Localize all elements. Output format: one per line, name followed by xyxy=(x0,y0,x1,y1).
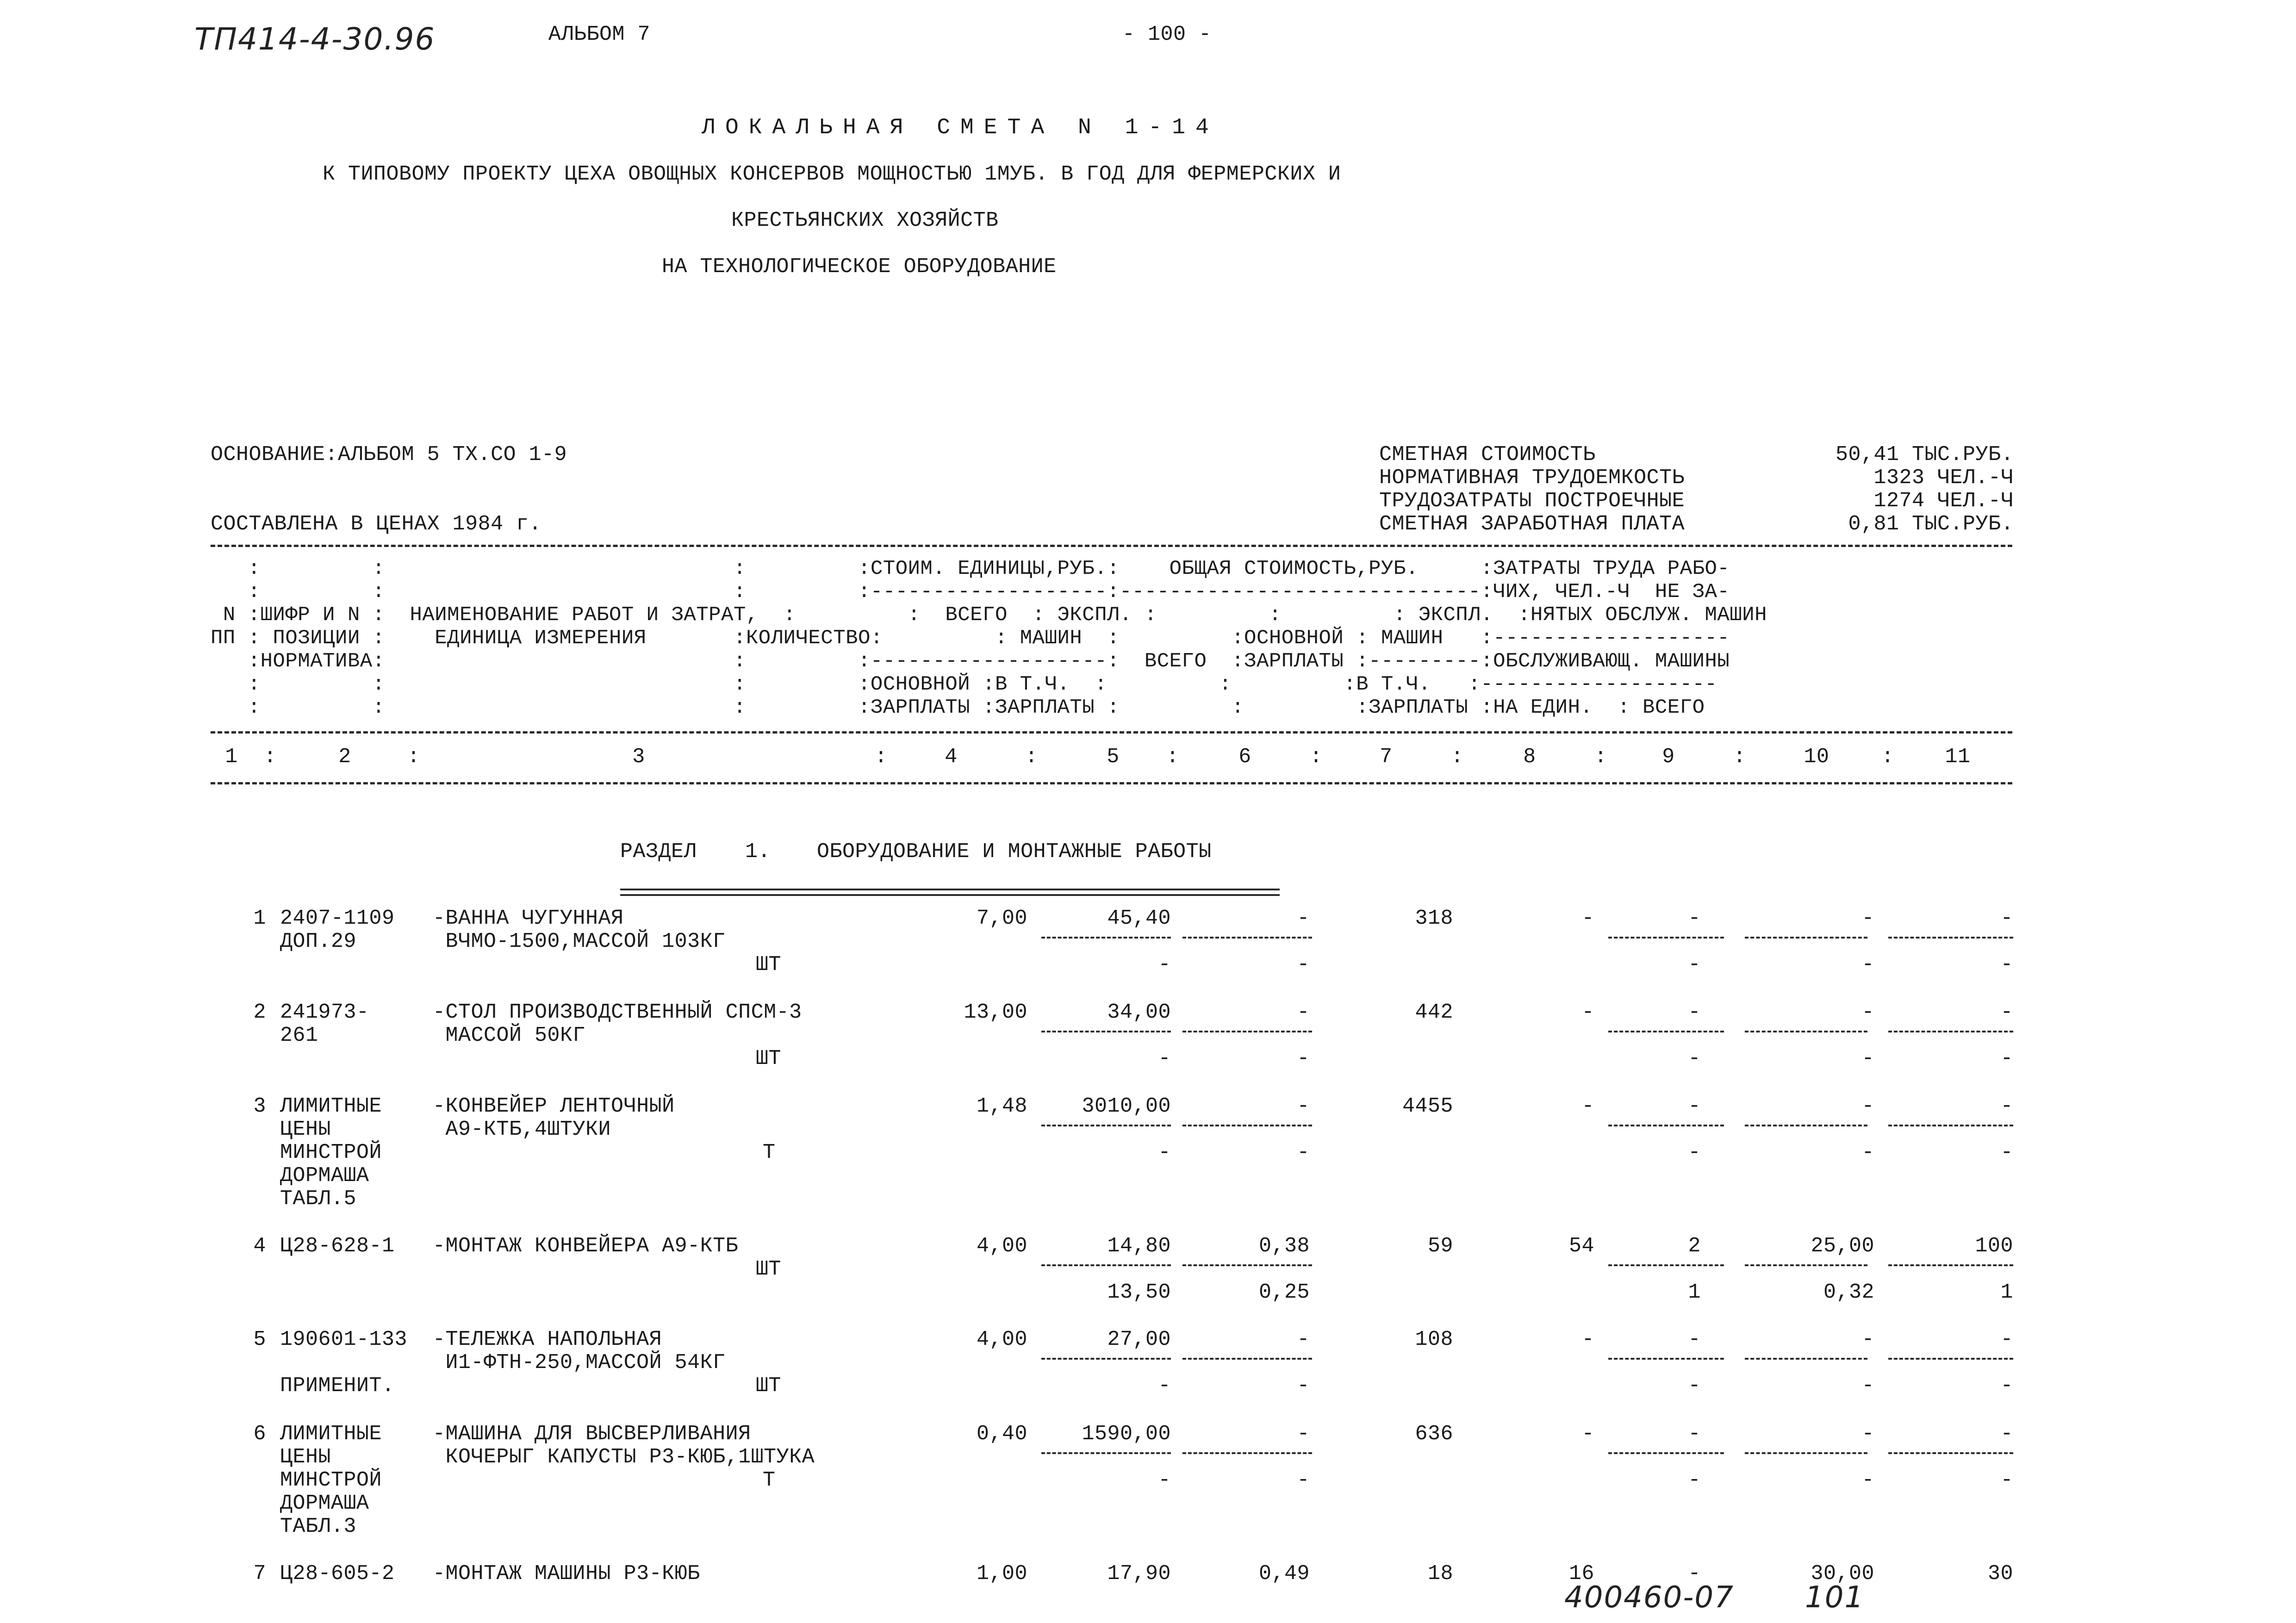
cell-divider xyxy=(1888,1264,2013,1266)
section-title: ОБОРУДОВАНИЕ И МОНТАЖНЫЕ РАБОТЫ xyxy=(817,840,1212,864)
cell-divider xyxy=(1745,937,1867,939)
row-code: ДОП.29 xyxy=(280,930,357,953)
unit-machine-wages: - xyxy=(1297,1468,1310,1492)
row-code: 261 xyxy=(280,1024,318,1047)
total-machines: - xyxy=(1688,1328,1701,1351)
row-code: 241973- xyxy=(280,1001,369,1024)
summary-label: СМЕТНАЯ СТОИМОСТЬ xyxy=(1379,443,1596,466)
row-code: ЛИМИТНЫЕ xyxy=(280,1422,382,1446)
summary-label: НОРМАТИВНАЯ ТРУДОЕМКОСТЬ xyxy=(1379,466,1685,490)
unit-machine-wages: - xyxy=(1297,1047,1310,1070)
unit-cost-machines: - xyxy=(1297,1422,1310,1446)
service-labor-total: - xyxy=(2000,1141,2013,1164)
total-base-wages: - xyxy=(1581,1094,1594,1118)
total-cost: 4455 xyxy=(1402,1094,1453,1118)
table-header-line: ПП : ПОЗИЦИИ : ЕДИНИЦА ИЗМЕРЕНИЯ :КОЛИЧЕСТВО: : МАШИН : :ОСНОВНОЙ : МАШИН :------------------- xyxy=(211,627,1730,650)
cell-divider xyxy=(1608,1452,1724,1454)
row-quantity: 1,48 xyxy=(976,1094,1027,1118)
row-number: 2 xyxy=(253,1001,266,1024)
column-separator: : xyxy=(1025,745,1038,769)
unit-cost-total: 1590,00 xyxy=(1082,1422,1171,1446)
machine-wages-total: - xyxy=(1688,953,1701,976)
row-quantity: 4,00 xyxy=(976,1234,1027,1258)
column-number: 7 xyxy=(1380,745,1393,769)
cell-divider xyxy=(1041,1452,1171,1454)
row-name: А9-КТБ,4ШТУКИ xyxy=(433,1118,611,1141)
column-separator: : xyxy=(1733,745,1746,769)
total-base-wages: - xyxy=(1581,1422,1594,1446)
service-labor-total: - xyxy=(2000,1468,2013,1492)
table-header-line: : : : :-------------------:-----------------------------:ЧИХ, ЧЕЛ.-Ч НЕ ЗА- xyxy=(211,580,1730,603)
service-labor-total: - xyxy=(2000,1374,2013,1398)
cell-divider xyxy=(1888,1125,2013,1126)
column-separator: : xyxy=(1310,745,1323,769)
row-code: ПРИМЕНИТ. xyxy=(280,1374,395,1398)
row-name: -СТОЛ ПРОИЗВОДСТВЕННЫЙ СПСМ-3 xyxy=(433,1001,802,1024)
estimate-title: ЛОКАЛЬНАЯ СМЕТА N 1-14 xyxy=(702,115,1219,140)
row-name: -КОНВЕЙЕР ЛЕНТОЧНЫЙ xyxy=(433,1094,675,1118)
cell-divider xyxy=(1041,1125,1171,1126)
cell-divider xyxy=(1888,1358,2013,1360)
column-separator: : xyxy=(1594,745,1607,769)
total-machines: - xyxy=(1688,1562,1701,1586)
total-base-wages: 16 xyxy=(1568,1562,1594,1586)
cell-divider xyxy=(1182,1125,1312,1126)
cell-divider xyxy=(1745,1452,1867,1454)
unit-base-wages: 13,50 xyxy=(1107,1281,1171,1304)
table-header-line: : : : :СТОИМ. ЕДИНИЦЫ,РУБ.: ОБЩАЯ СТОИМОСТЬ,РУБ. :ЗАТРАТЫ ТРУДА РАБО- xyxy=(211,557,1730,580)
table-header-line: :НОРМАТИВА: : :-------------------: ВСЕГО :ЗАРПЛАТЫ :---------:ОБСЛУЖИВАЮЩ. МАШИНЫ xyxy=(211,650,1730,673)
handwritten-stamp: 400460-07 xyxy=(1564,1580,1734,1615)
row-quantity: 7,00 xyxy=(976,907,1027,930)
column-separator: : xyxy=(1451,745,1464,769)
total-machines: - xyxy=(1688,907,1701,930)
column-number: 6 xyxy=(1238,745,1251,769)
total-machines: - xyxy=(1688,1094,1701,1118)
cell-divider xyxy=(1182,937,1312,939)
column-number: 10 xyxy=(1804,745,1829,769)
service-labor-per-unit: 0,32 xyxy=(1823,1281,1874,1304)
cell-divider xyxy=(1608,1125,1724,1126)
column-separator: : xyxy=(875,745,888,769)
column-number: 8 xyxy=(1523,745,1536,769)
total-base-wages: 54 xyxy=(1568,1234,1594,1258)
row-name: МАССОЙ 50КГ xyxy=(433,1024,586,1047)
unit-machine-wages: - xyxy=(1297,1374,1310,1398)
unit-machine-wages: - xyxy=(1297,953,1310,976)
unit-cost-total: 27,00 xyxy=(1107,1328,1171,1351)
labor-total: - xyxy=(2000,1422,2013,1446)
row-name: И1-ФТН-250,МАССОЙ 54КГ xyxy=(433,1351,726,1374)
column-number: 4 xyxy=(945,745,958,769)
unit-cost-machines: - xyxy=(1297,1001,1310,1024)
table-top-rule xyxy=(211,545,2012,547)
unit-base-wages: - xyxy=(1158,953,1171,976)
summary-value: 50,41 ТЫС.РУБ. xyxy=(1835,443,2014,466)
row-code: МИНСТРОЙ xyxy=(280,1468,382,1492)
table-header-line: N :ШИФР И N : НАИМЕНОВАНИЕ РАБОТ И ЗАТРАТ, : : ВСЕГО : ЭКСПЛ. : : : ЭКСПЛ. :НЯТЫХ ОБСЛУЖ. МАШИН xyxy=(211,603,1767,627)
row-name: КОЧЕРЫГ КАПУСТЫ Р3-КЮБ,1ШТУКА xyxy=(433,1445,815,1469)
total-machines: - xyxy=(1688,1001,1701,1024)
row-number: 3 xyxy=(253,1094,266,1118)
labor-total: - xyxy=(2000,1094,2013,1118)
cell-divider xyxy=(1888,1452,2013,1454)
row-quantity: 1,00 xyxy=(976,1562,1027,1586)
document-code: ТП414-4-30.96 xyxy=(194,21,436,57)
unit-cost-total: 14,80 xyxy=(1107,1234,1171,1258)
header-rule xyxy=(211,731,2012,734)
cell-divider xyxy=(1608,1031,1724,1032)
row-code: Ц28-628-1 xyxy=(280,1234,395,1258)
service-labor-total: 1 xyxy=(2000,1281,2013,1304)
cell-divider xyxy=(1745,1264,1867,1266)
unit-machine-wages: 0,25 xyxy=(1258,1281,1310,1304)
machine-wages-total: - xyxy=(1688,1047,1701,1070)
total-cost: 108 xyxy=(1415,1328,1453,1351)
cell-divider xyxy=(1041,937,1171,939)
total-base-wages: - xyxy=(1581,1328,1594,1351)
machine-wages-total: - xyxy=(1688,1141,1701,1164)
row-unit: Т xyxy=(763,1141,776,1164)
cell-divider xyxy=(1041,1358,1171,1360)
unit-cost-total: 34,00 xyxy=(1107,1001,1171,1024)
labor-per-unit: 25,00 xyxy=(1811,1234,1874,1258)
total-machines: - xyxy=(1688,1422,1701,1446)
row-unit: ШТ xyxy=(756,953,782,976)
table-header-line: : : : :ОСНОВНОЙ :В Т.Ч. : : :В Т.Ч. :------------------- xyxy=(211,673,1717,696)
unit-cost-machines: - xyxy=(1297,1094,1310,1118)
row-unit: ШТ xyxy=(756,1374,782,1398)
row-name: ВЧМО-1500,МАССОЙ 103КГ xyxy=(433,930,726,953)
machine-wages-total: - xyxy=(1688,1374,1701,1398)
labor-total: 100 xyxy=(1975,1234,2013,1258)
cell-divider xyxy=(1608,1358,1724,1360)
handwritten-sheet-number: 101 xyxy=(1805,1580,1865,1615)
unit-base-wages: - xyxy=(1158,1047,1171,1070)
row-quantity: 4,00 xyxy=(976,1328,1027,1351)
column-separator: : xyxy=(407,745,420,769)
row-number: 5 xyxy=(253,1328,266,1351)
row-number: 6 xyxy=(253,1422,266,1446)
column-separator: : xyxy=(264,745,277,769)
row-code: ДОРМАША xyxy=(280,1164,369,1188)
column-number: 3 xyxy=(632,745,645,769)
column-number: 5 xyxy=(1107,745,1120,769)
title-line-4: НА ТЕХНОЛОГИЧЕСКОЕ ОБОРУДОВАНИЕ xyxy=(662,255,1057,279)
row-code: 190601-133 xyxy=(280,1328,408,1351)
labor-per-unit: - xyxy=(1861,1422,1874,1446)
section-underline xyxy=(620,889,1280,896)
column-number-rule xyxy=(211,782,2012,784)
row-code: МИНСТРОЙ xyxy=(280,1141,382,1164)
service-labor-per-unit: - xyxy=(1861,1374,1874,1398)
total-base-wages: - xyxy=(1581,1001,1594,1024)
labor-total: - xyxy=(2000,1001,2013,1024)
row-name: -ВАННА ЧУГУННАЯ xyxy=(433,907,624,930)
row-name: -ТЕЛЕЖКА НАПОЛЬНАЯ xyxy=(433,1328,662,1351)
unit-base-wages: - xyxy=(1158,1468,1171,1492)
service-labor-per-unit: - xyxy=(1861,953,1874,976)
column-number: 1 xyxy=(225,745,238,769)
service-labor-per-unit: - xyxy=(1861,1047,1874,1070)
row-code: ТАБЛ.3 xyxy=(280,1515,357,1538)
cell-divider xyxy=(1041,1264,1171,1266)
column-separator: : xyxy=(1881,745,1894,769)
service-labor-per-unit: - xyxy=(1861,1141,1874,1164)
total-base-wages: - xyxy=(1581,907,1594,930)
row-name: -МОНТАЖ МАШИНЫ Р3-КЮБ xyxy=(433,1562,700,1586)
row-quantity: 0,40 xyxy=(976,1422,1027,1446)
row-unit: ШТ xyxy=(756,1047,782,1070)
row-name: -МАШИНА ДЛЯ ВЫСВЕРЛИВАНИЯ xyxy=(433,1422,751,1446)
album-label: АЛЬБОМ 7 xyxy=(548,23,651,46)
cell-divider xyxy=(1182,1358,1312,1360)
labor-total: - xyxy=(2000,1328,2013,1351)
column-number: 9 xyxy=(1662,745,1675,769)
total-cost: 636 xyxy=(1415,1422,1453,1446)
cell-divider xyxy=(1745,1031,1867,1032)
unit-cost-total: 17,90 xyxy=(1107,1562,1171,1586)
service-labor-total: - xyxy=(2000,1047,2013,1070)
cell-divider xyxy=(1888,937,2013,939)
cell-divider xyxy=(1182,1452,1312,1454)
unit-cost-machines: 0,38 xyxy=(1258,1234,1310,1258)
total-cost: 59 xyxy=(1427,1234,1453,1258)
column-separator: : xyxy=(1166,745,1179,769)
machine-wages-total: 1 xyxy=(1688,1281,1701,1304)
row-code: 2407-1109 xyxy=(280,907,395,930)
title-line-3: КРЕСТЬЯНСКИХ ХОЗЯЙСТВ xyxy=(731,209,999,232)
row-code: ЛИМИТНЫЕ xyxy=(280,1094,382,1118)
labor-total: 30 xyxy=(1987,1562,2013,1586)
unit-cost-machines: - xyxy=(1297,1328,1310,1351)
column-number: 2 xyxy=(338,745,351,769)
labor-per-unit: - xyxy=(1861,1094,1874,1118)
cell-divider xyxy=(1608,937,1724,939)
cell-divider xyxy=(1888,1031,2013,1032)
row-number: 7 xyxy=(253,1562,266,1586)
row-code: ТАБЛ.5 xyxy=(280,1187,357,1211)
column-number: 11 xyxy=(1945,745,1971,769)
summary-value: 1274 ЧЕЛ.-Ч xyxy=(1873,489,2014,513)
cell-divider xyxy=(1745,1358,1867,1360)
page-number: - 100 - xyxy=(1122,23,1212,46)
row-number: 4 xyxy=(253,1234,266,1258)
unit-base-wages: - xyxy=(1158,1141,1171,1164)
labor-per-unit: - xyxy=(1861,1328,1874,1351)
cell-divider xyxy=(1745,1125,1867,1126)
cell-divider xyxy=(1041,1031,1171,1032)
summary-label: ТРУДОЗАТРАТЫ ПОСТРОЕЧНЫЕ xyxy=(1379,489,1685,513)
labor-per-unit: 30,00 xyxy=(1811,1562,1874,1586)
row-unit: ШТ xyxy=(756,1257,782,1281)
row-code: ЦЕНЫ xyxy=(280,1445,331,1469)
unit-cost-machines: - xyxy=(1297,907,1310,930)
machine-wages-total: - xyxy=(1688,1468,1701,1492)
price-base-text: СОСТАВЛЕНА В ЦЕНАХ 1984 г. xyxy=(211,512,542,536)
service-labor-per-unit: - xyxy=(1861,1468,1874,1492)
unit-cost-total: 45,40 xyxy=(1107,907,1171,930)
labor-per-unit: - xyxy=(1861,907,1874,930)
row-unit: Т xyxy=(763,1468,776,1492)
title-line-2: К ТИПОВОМУ ПРОЕКТУ ЦЕХА ОВОЩНЫХ КОНСЕРВОВ МОЩНОСТЬЮ 1МУБ. В ГОД ДЛЯ ФЕРМЕРСКИХ И xyxy=(323,162,1341,186)
summary-value: 0,81 ТЫС.РУБ. xyxy=(1848,512,2014,536)
total-cost: 442 xyxy=(1415,1001,1453,1024)
row-code: ЦЕНЫ xyxy=(280,1118,331,1141)
section-label: РАЗДЕЛ xyxy=(620,840,697,864)
service-labor-total: - xyxy=(2000,953,2013,976)
basis-text: ОСНОВАНИЕ:АЛЬБОМ 5 ТХ.СО 1-9 xyxy=(211,443,567,466)
unit-cost-machines: 0,49 xyxy=(1258,1562,1310,1586)
total-cost: 318 xyxy=(1415,907,1453,930)
total-machines: 2 xyxy=(1688,1234,1701,1258)
summary-value: 1323 ЧЕЛ.-Ч xyxy=(1873,466,2014,490)
cell-divider xyxy=(1608,1264,1724,1266)
cell-divider xyxy=(1182,1031,1312,1032)
table-header-line: : : : :ЗАРПЛАТЫ :ЗАРПЛАТЫ : : :ЗАРПЛАТЫ :НА ЕДИН. : ВСЕГО xyxy=(211,696,1705,719)
row-code: ДОРМАША xyxy=(280,1492,369,1515)
row-name: -МОНТАЖ КОНВЕЙЕРА А9-КТБ xyxy=(433,1234,739,1258)
row-number: 1 xyxy=(253,907,266,930)
total-cost: 18 xyxy=(1427,1562,1453,1586)
row-quantity: 13,00 xyxy=(964,1001,1027,1024)
unit-base-wages: - xyxy=(1158,1374,1171,1398)
labor-total: - xyxy=(2000,907,2013,930)
unit-cost-total: 3010,00 xyxy=(1082,1094,1171,1118)
summary-label: СМЕТНАЯ ЗАРАБОТНАЯ ПЛАТА xyxy=(1379,512,1685,536)
section-number: 1. xyxy=(745,840,771,864)
unit-machine-wages: - xyxy=(1297,1141,1310,1164)
row-code: Ц28-605-2 xyxy=(280,1562,395,1586)
labor-per-unit: - xyxy=(1861,1001,1874,1024)
cell-divider xyxy=(1182,1264,1312,1266)
